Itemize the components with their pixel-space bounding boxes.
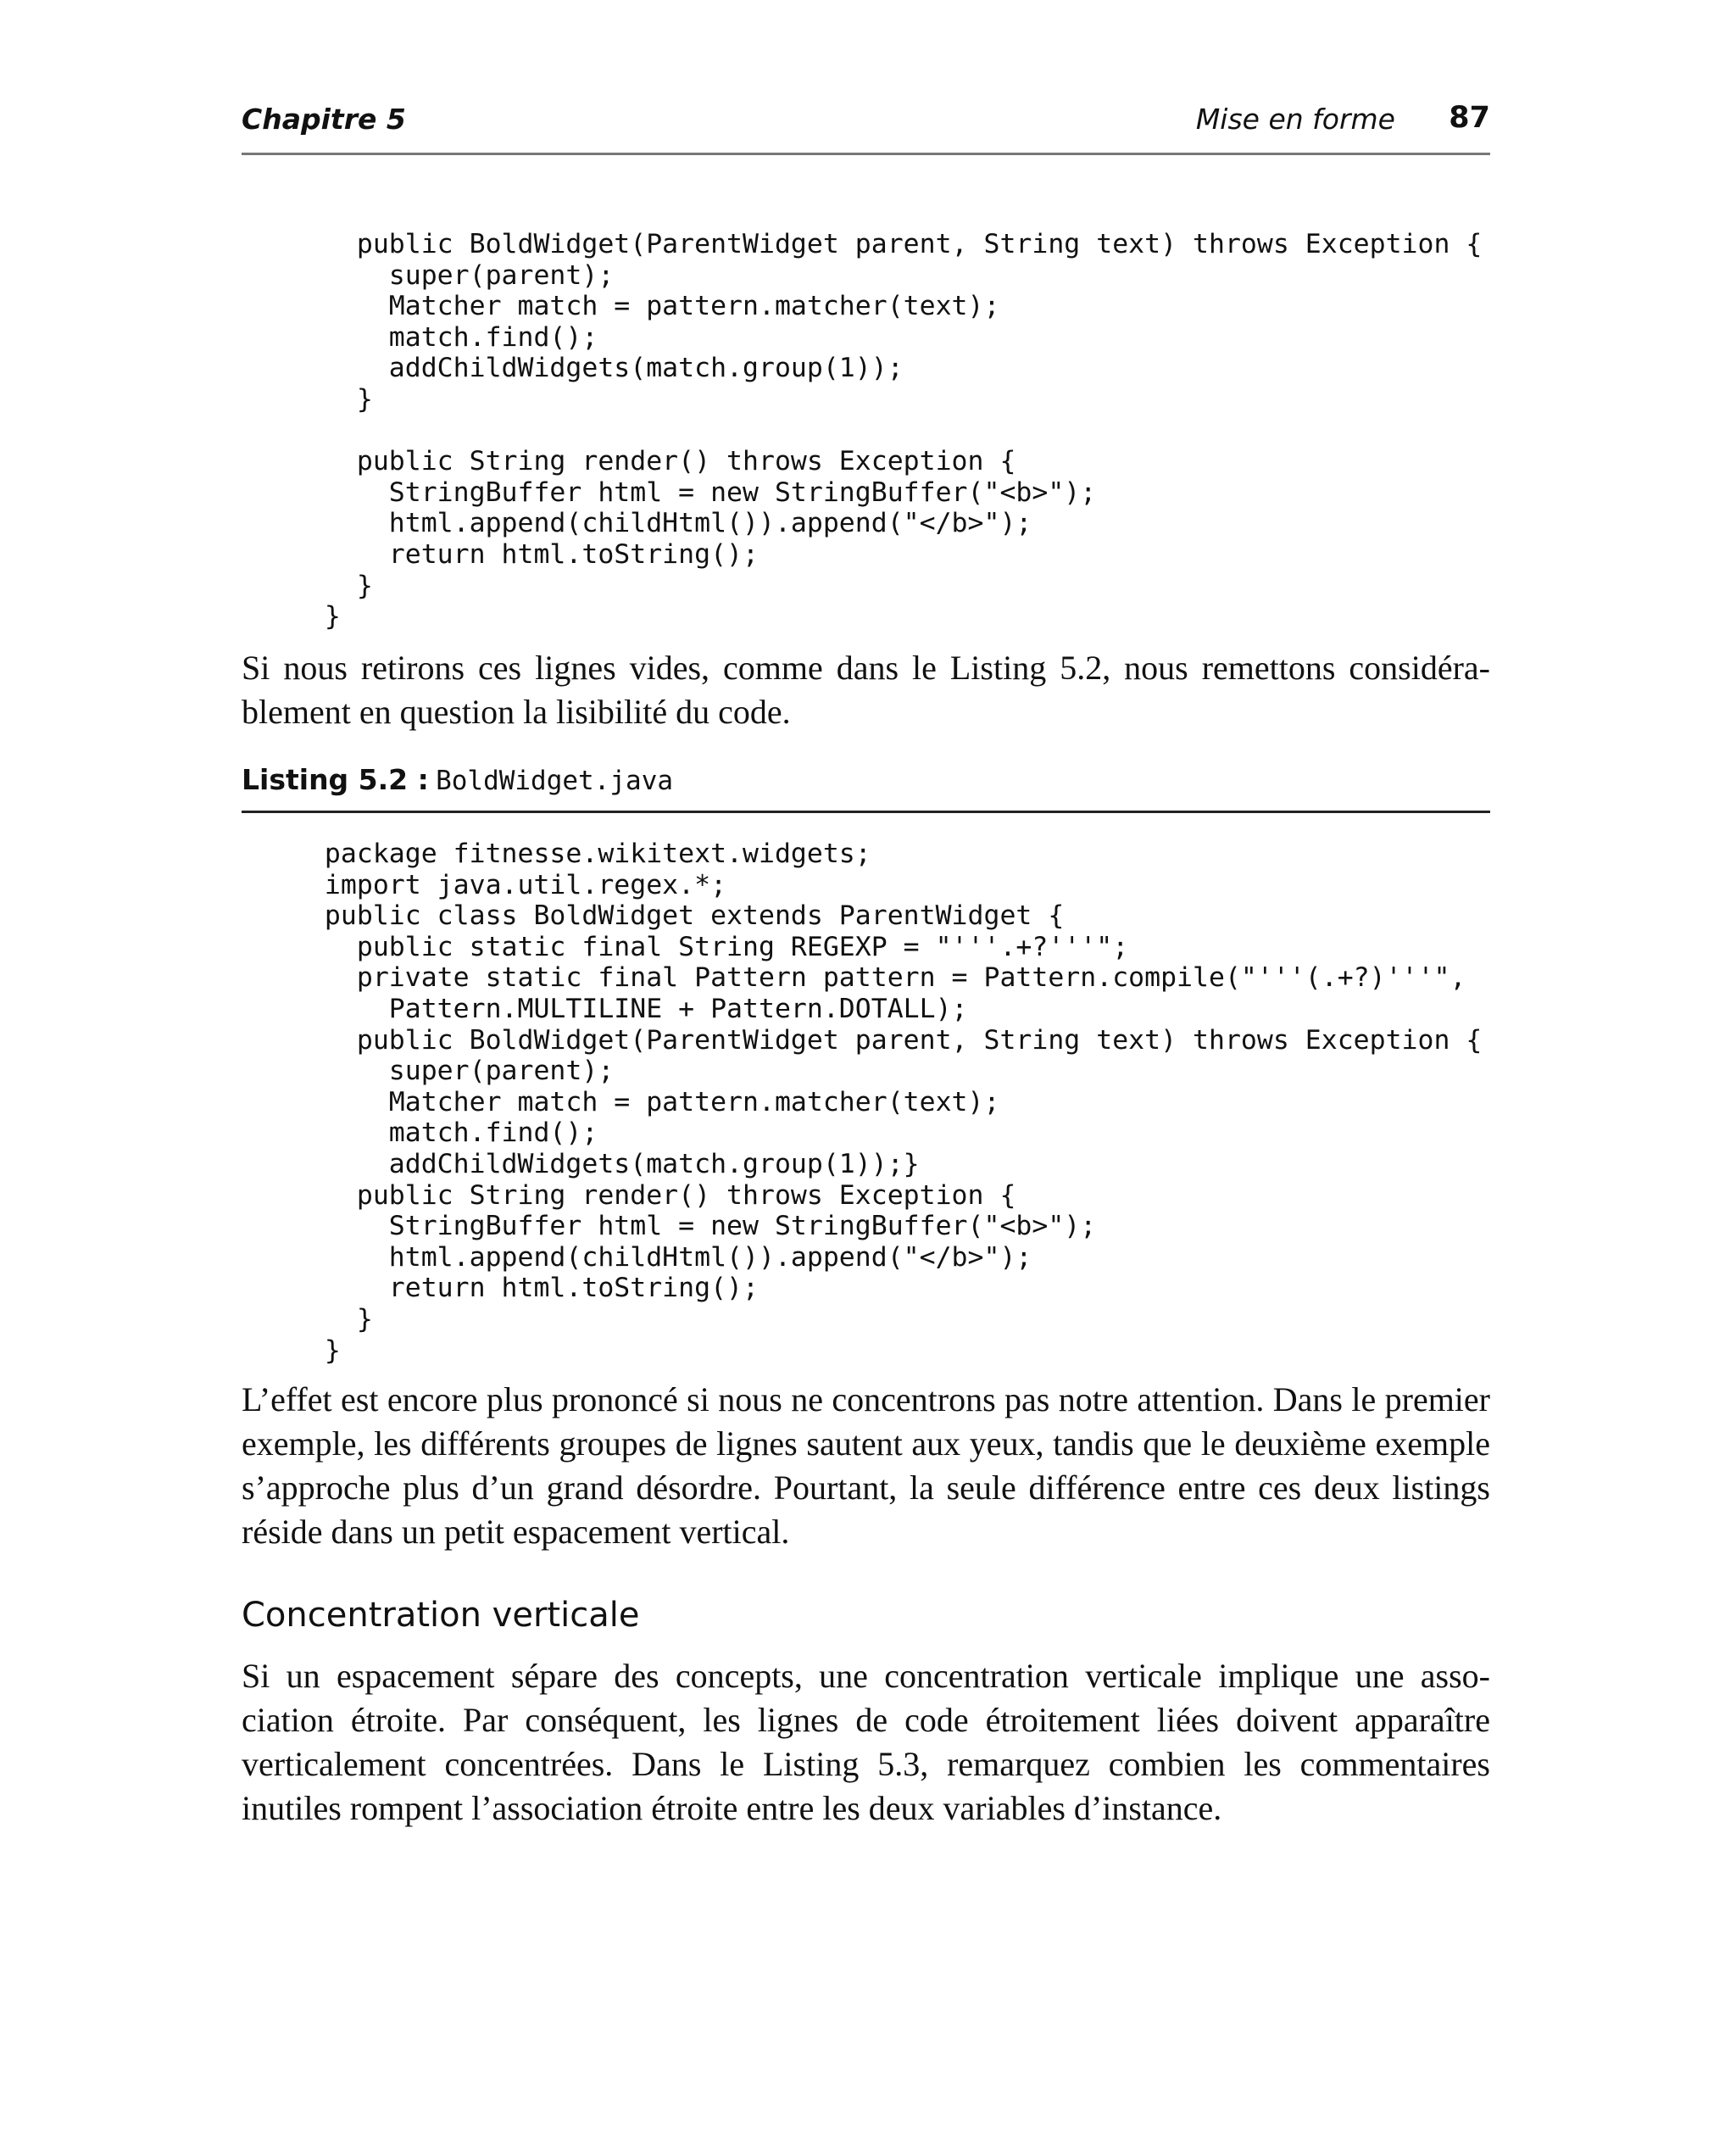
body-paragraph: Si un espacement sépare des concepts, une concentration verticale implique une asso-ciation étroite. Par conséquent, les lignes de code étroitement liées doivent apparaître verticalement concentrées. Dans le Listing 5.3, remarquez combien les commentaires inutiles rompent l’association étroite entre les deux variables d’instance.: [242, 1657, 1490, 1827]
body-paragraph: L’effet est encore plus prononcé si nous ne concentrons pas notre attention. Dans le premier exemple, les différents groupes de lignes sautent aux yeux, tandis que le deuxième exemple s’approche plus d’un grand désordre. Pourtant, la seule différence entre ces deux listings réside dans un petit espacement vertical.: [242, 1380, 1490, 1551]
section-label: Mise en forme: [1195, 103, 1395, 136]
code-listing-5-2: package fitnesse.wikitext.widgets; import java.util.regex.*; public class BoldWidget extends ParentWidget { public static final String REGEXP = "'''.+?'''"; private static final Pattern pattern = Pattern.compile("'''(.+?)'''", Pattern.MULTILINE + Pattern.DOTALL); public BoldWidget(ParentWidget parent, String text) throws Exception { super(parent); Matcher match = pattern.matcher(text); match.find(); addChildWidgets(match.group(1));} public String render() throws Exception { StringBuffer html = new StringBuffer("<b>"); html.append(childHtml()).append("</b>"); return html.toString(); } }: [324, 839, 1483, 1366]
listing-label: Listing 5.2 :: [242, 763, 429, 796]
page-number: 87: [1449, 101, 1490, 135]
code-listing-continued: public BoldWidget(ParentWidget parent, String text) throws Exception { super(parent); Matcher match = pattern.matcher(text); match.find(); addChildWidgets(match.group(1)); } public String render() throws Exception { StringBuffer html = new StringBuffer("<b>"); html.append(childHtml()).append("</b>"); return html.toString(); } }: [324, 229, 1483, 633]
chapter-label: Chapitre 5: [242, 103, 406, 136]
body-paragraph: Si nous retirons ces lignes vides, comme dans le Listing 5.2, nous remettons considéra-blement en question la lisibilité du code.: [242, 649, 1490, 731]
listing-caption: [242, 763, 1490, 813]
listing-filename: BoldWidget.java: [436, 766, 674, 796]
running-header: [242, 100, 1490, 155]
section-heading: Concentration verticale: [242, 1596, 640, 1635]
